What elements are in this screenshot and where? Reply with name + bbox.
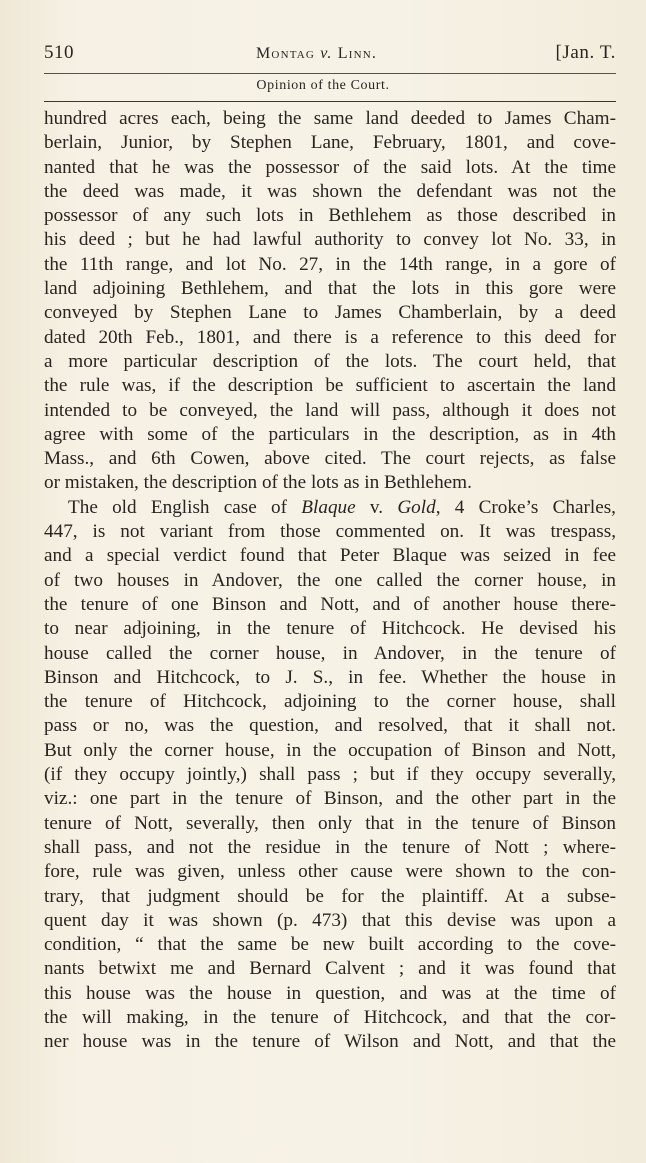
text-line: nants betwixt me and Bernard Calvent ; and it was found that	[44, 958, 616, 980]
text-line: house called the corner house, in Andover, in the tenure of	[44, 642, 616, 664]
text-line: land adjoining Bethlehem, and that the lots in this gore were	[44, 278, 616, 300]
text-line: tenure of Nott, severally, then only that in the tenure of Binson	[44, 812, 616, 834]
text-line: the will making, in the tenure of Hitchcock, and that the cor-	[44, 1006, 616, 1028]
text-line: his deed ; but he had lawful authority to convey lot No. 33, in	[44, 229, 616, 251]
text-line: dated 20th Feb., 1801, and there is a reference to this deed for	[44, 326, 616, 348]
text-line: the 11th range, and lot No. 27, in the 14th range, in a gore of	[44, 253, 616, 275]
text-line: a more particular description of the lots. The court held, that	[44, 350, 616, 372]
text-line: the tenure of Hitchcock, adjoining to the corner house, shall	[44, 691, 616, 713]
text-line: nanted that he was the possessor of the said lots. At the time	[44, 156, 616, 178]
page-number: 510	[44, 42, 74, 63]
text-line: pass or no, was the question, and resolved, that it shall not.	[44, 715, 616, 737]
text-line: agree with some of the particulars in the description, as in 4th	[44, 423, 616, 445]
text-line: Mass., and 6th Cowen, above cited. The court rejects, as false	[44, 448, 616, 470]
text-line: ner house was in the tenure of Wilson and Nott, and that the	[44, 1031, 616, 1053]
case-name: Blaque	[301, 496, 356, 518]
text-line: trary, that judgment should be for the plaintiff. At a subse-	[44, 885, 616, 907]
text-line: conveyed by Stephen Lane to James Chamberlain, by a deed	[44, 302, 616, 324]
text-line: of two houses in Andover, the one called the corner house, in	[44, 569, 616, 591]
text-line: quent day it was shown (p. 473) that this devise was upon a	[44, 909, 616, 931]
body-text	[44, 107, 616, 1055]
text-line: to near adjoining, in the tenure of Hitchcock. He devised his	[44, 618, 616, 640]
text-span: , 4 Croke’s Charles,	[435, 496, 616, 518]
text-line: the tenure of one Binson and Nott, and of another house there-	[44, 593, 616, 615]
text-line: viz.: one part in the tenure of Binson, and the other part in the	[44, 788, 616, 810]
text-line: Binson and Hitchcock, to J. S., in fee. Whether the house in	[44, 666, 616, 688]
page-header	[44, 42, 616, 70]
text-line: intended to be conveyed, the land will pass, although it does not	[44, 399, 616, 421]
text-line: the rule was, if the description be sufficient to ascertain the land	[44, 375, 616, 397]
text-line: But only the corner house, in the occupation of Binson and Nott,	[44, 739, 616, 761]
text-line: possessor of any such lots in Bethlehem as those described in	[44, 205, 616, 227]
header-rule-bottom	[44, 101, 616, 102]
running-title-right: Linn.	[337, 45, 378, 62]
text-line: and a special verdict found that Peter Blaque was seized in fee	[44, 545, 616, 567]
text-line: fore, rule was given, unless other cause were shown to the con-	[44, 861, 616, 883]
text-line: hundred acres each, being the same land deeded to James Cham-	[44, 108, 616, 129]
text-line: 447, is not variant from those commented on. It was trespass,	[44, 521, 616, 543]
text-span: The old English case of	[68, 496, 302, 518]
text-line: shall pass, and not the residue in the tenure of Nott ; where-	[44, 836, 616, 858]
section-subheader: Opinion of the Court.	[256, 78, 390, 93]
header-rule-top	[44, 73, 616, 74]
text-span: v.	[355, 496, 398, 518]
running-title	[256, 45, 377, 63]
case-name: Gold	[397, 496, 436, 518]
running-title-left: Montag	[256, 45, 316, 62]
paragraph-first-line	[44, 496, 616, 520]
text-line: the deed was made, it was shown the defendant was not the	[44, 180, 616, 202]
text-line: condition, “ that the same be new built according to the cove-	[44, 934, 616, 956]
text-line: berlain, Junior, by Stephen Lane, February, 1801, and cove-	[44, 132, 616, 154]
running-title-v: v.	[320, 45, 333, 62]
term-label: [Jan. T.	[555, 42, 616, 63]
text-line: this house was the house in question, and was at the time of	[44, 982, 616, 1004]
text-line: (if they occupy jointly,) shall pass ; but if they occupy severally,	[44, 764, 616, 786]
text-line: or mistaken, the description of the lots as in Bethlehem.	[44, 472, 472, 494]
